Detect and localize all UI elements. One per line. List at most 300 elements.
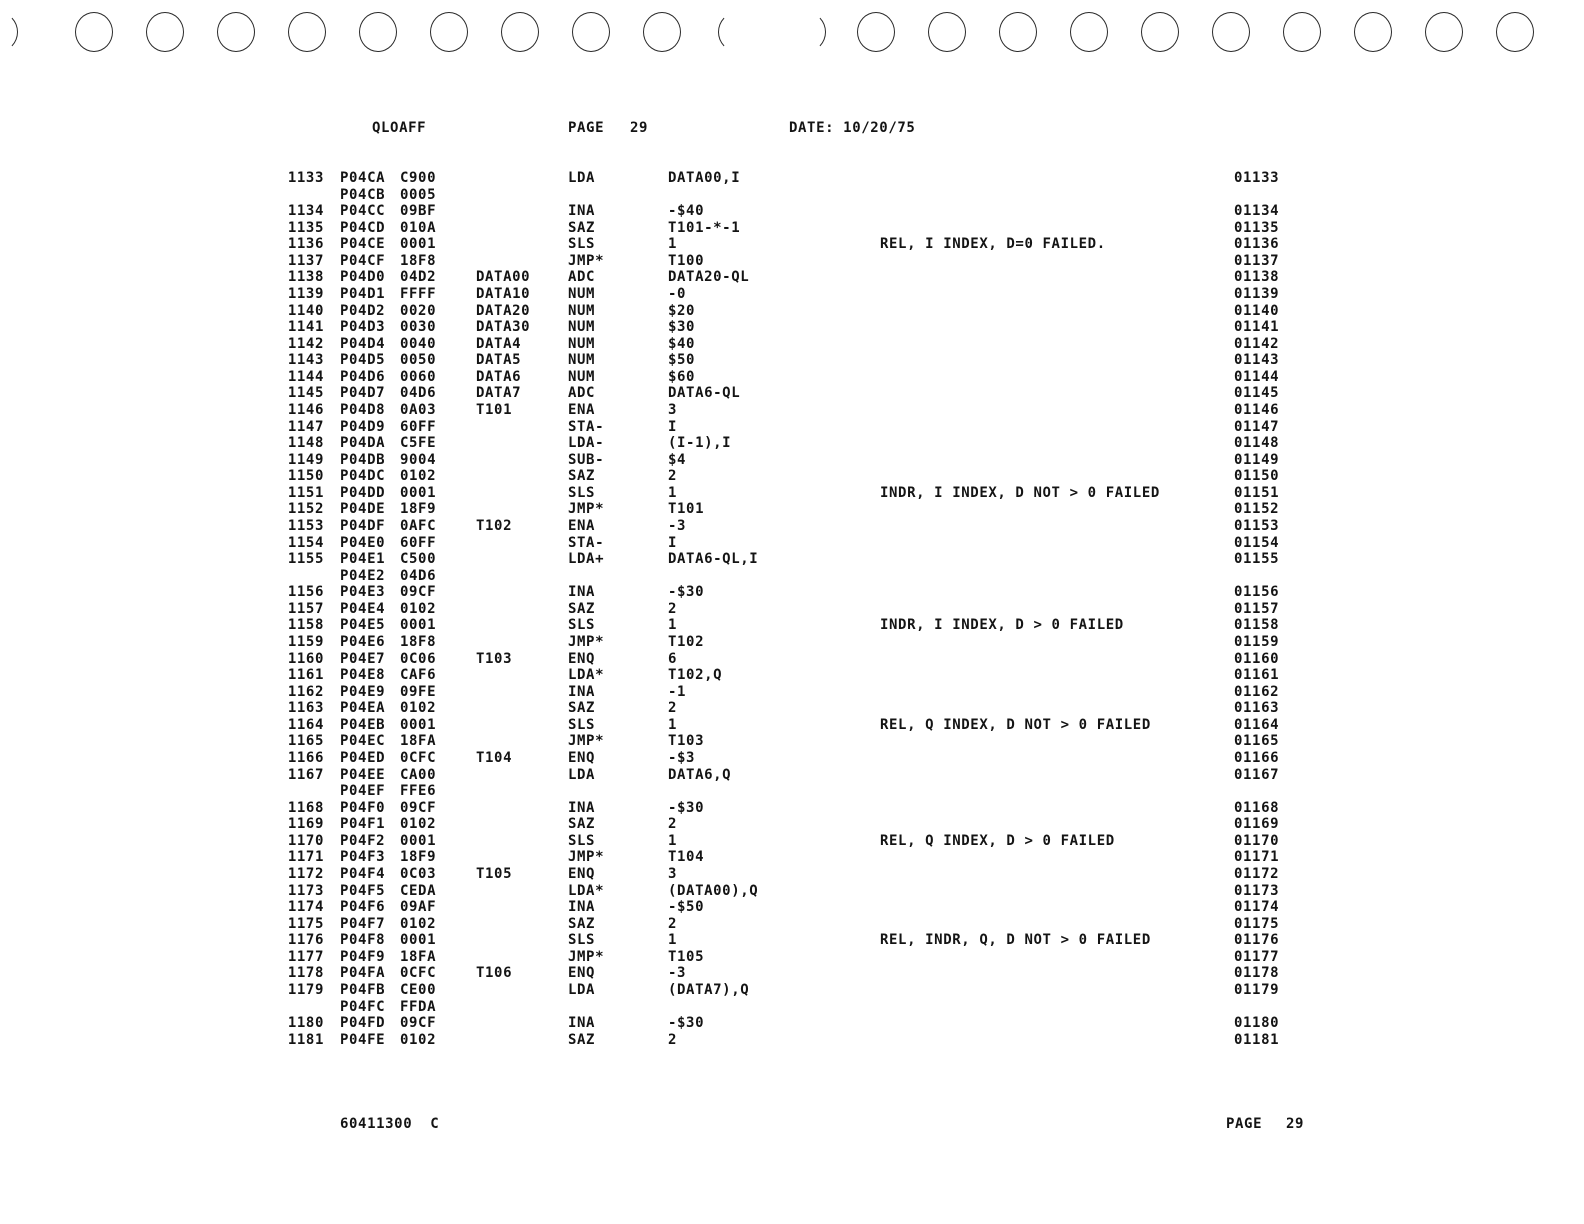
line-number: 1133 (287, 170, 324, 186)
line-number: 1161 (287, 667, 324, 684)
listing-row (0, 336, 1584, 353)
address: P04F5 (340, 882, 386, 899)
operand: -$3 (668, 749, 696, 766)
opcode: INA (568, 799, 596, 816)
sequence-number: 01157 (1234, 600, 1280, 617)
sequence-number: 01172 (1234, 865, 1280, 882)
object-code: 09BF (400, 203, 437, 220)
opcode: NUM (568, 302, 596, 319)
feed-hole (1070, 12, 1108, 52)
feed-hole (788, 12, 826, 52)
listing-row (0, 667, 1584, 684)
address: P04FC (340, 998, 386, 1015)
sequence-number: 01146 (1234, 401, 1280, 418)
listing-row (0, 899, 1584, 916)
line-number: 1154 (287, 534, 324, 551)
line-number: 1179 (287, 981, 324, 998)
opcode: NUM (568, 352, 596, 369)
line-number: 1139 (287, 285, 324, 302)
object-code: 09AF (400, 899, 437, 916)
operand: T102,Q (668, 667, 723, 684)
address: P04E6 (340, 633, 386, 650)
object-code: 0020 (400, 302, 437, 319)
line-number: 1167 (287, 766, 324, 783)
line-number: 1158 (287, 617, 324, 634)
object-code: 09CF (400, 584, 437, 601)
sequence-number: 01142 (1234, 335, 1280, 352)
opcode: SAZ (568, 700, 596, 717)
sequence-number: 01151 (1234, 484, 1280, 501)
listing-row (0, 385, 1584, 402)
address: P04DA (340, 435, 386, 452)
listing-row (0, 800, 1584, 817)
address: P04E7 (340, 650, 386, 667)
listing-row (0, 236, 1584, 253)
address: P04EE (340, 766, 386, 783)
line-number: 1145 (287, 385, 324, 402)
object-code: 0001 (400, 832, 437, 849)
line-number: 1181 (287, 1031, 324, 1048)
operand: (DATA7),Q (668, 981, 750, 998)
operand: T100 (668, 252, 705, 269)
sequence-number: 01162 (1234, 683, 1280, 700)
sequence-number: 01143 (1234, 352, 1280, 369)
listing-row (0, 269, 1584, 286)
label-field: DATA4 (476, 335, 522, 352)
line-number: 1135 (287, 219, 324, 236)
feed-hole (0, 12, 18, 52)
line-number: 1156 (287, 584, 324, 601)
operand: 3 (668, 865, 678, 882)
feed-hole (1354, 12, 1392, 52)
address: P04EF (340, 783, 386, 800)
line-number: 1176 (287, 932, 324, 949)
operand: $60 (668, 368, 696, 385)
object-code: 04D6 (400, 385, 437, 402)
sequence-number: 01155 (1234, 551, 1280, 568)
sequence-number: 01179 (1234, 981, 1280, 998)
operand: DATA20-QL (668, 269, 750, 286)
listing-row (0, 501, 1584, 518)
opcode: ENQ (568, 865, 596, 882)
listing-row (0, 568, 1584, 585)
sequence-number: 01161 (1234, 667, 1280, 684)
footer-page-label: PAGE (1226, 1116, 1263, 1132)
object-code: 0030 (400, 319, 437, 336)
opcode: INA (568, 584, 596, 601)
label-field: T105 (476, 865, 513, 882)
sequence-number: 01140 (1234, 302, 1280, 319)
address: P04E9 (340, 683, 386, 700)
object-code: 0040 (400, 335, 437, 352)
line-number: 1150 (287, 468, 324, 485)
comment: REL, Q INDEX, D > 0 FAILED (880, 832, 1115, 849)
operand: T101 (668, 501, 705, 518)
object-code: 18F9 (400, 501, 437, 518)
address: P04D3 (340, 319, 386, 336)
address: P04D8 (340, 401, 386, 418)
opcode: ADC (568, 269, 596, 286)
sequence-number: 01137 (1234, 252, 1280, 269)
sequence-number: 01135 (1234, 219, 1280, 236)
opcode: LDA* (568, 667, 605, 684)
operand: DATA6-QL,I (668, 551, 759, 568)
operand: $4 (668, 451, 687, 468)
listing-row (0, 286, 1584, 303)
operand: T104 (668, 849, 705, 866)
operand: -$40 (668, 203, 705, 220)
address: P04FD (340, 1015, 386, 1032)
listing-row (0, 783, 1584, 800)
listing-row (0, 468, 1584, 485)
label-field: DATA5 (476, 352, 522, 369)
object-code: C5FE (400, 435, 437, 452)
opcode: SAZ (568, 600, 596, 617)
opcode: LDA+ (568, 551, 605, 568)
sequence-number: 01160 (1234, 650, 1280, 667)
object-code: CE00 (400, 981, 437, 998)
object-code: C500 (400, 551, 437, 568)
object-code: 60FF (400, 418, 437, 435)
listing-row (0, 535, 1584, 552)
feed-hole (217, 12, 255, 52)
listing-row (0, 883, 1584, 900)
line-number: 1152 (287, 501, 324, 518)
sequence-number: 01141 (1234, 319, 1280, 336)
sequence-number: 01153 (1234, 517, 1280, 534)
line-number: 1159 (287, 633, 324, 650)
object-code: 0CFC (400, 965, 437, 982)
line-number: 1137 (287, 252, 324, 269)
object-code: 0001 (400, 716, 437, 733)
listing-row (0, 617, 1584, 634)
sequence-number: 01180 (1234, 1015, 1280, 1032)
address: P04D1 (340, 285, 386, 302)
listing-row (0, 1032, 1584, 1049)
sequence-number: 01164 (1234, 716, 1280, 733)
line-number: 1170 (287, 832, 324, 849)
operand: (I-1),I (668, 435, 732, 452)
line-number: 1165 (287, 733, 324, 750)
line-number: 1166 (287, 749, 324, 766)
operand: 2 (668, 700, 678, 717)
listing-row (0, 435, 1584, 452)
feed-hole (718, 12, 756, 52)
listing-row (0, 999, 1584, 1016)
sequence-number: 01138 (1234, 269, 1280, 286)
opcode: JMP* (568, 501, 605, 518)
sequence-number: 01165 (1234, 733, 1280, 750)
object-code: 18FA (400, 733, 437, 750)
listing-row (0, 849, 1584, 866)
operand: T105 (668, 948, 705, 965)
listing-row (0, 518, 1584, 535)
label-field: T106 (476, 965, 513, 982)
sequence-number: 01167 (1234, 766, 1280, 783)
object-code: 18FA (400, 948, 437, 965)
sequence-number: 01158 (1234, 617, 1280, 634)
comment: REL, INDR, Q, D NOT > 0 FAILED (880, 932, 1151, 949)
opcode: SLS (568, 236, 596, 253)
opcode: ADC (568, 385, 596, 402)
comment: INDR, I INDEX, D > 0 FAILED (880, 617, 1124, 634)
listing-row (0, 220, 1584, 237)
sequence-number: 01139 (1234, 285, 1280, 302)
operand: 1 (668, 617, 678, 634)
feed-hole (359, 12, 397, 52)
sequence-number: 01178 (1234, 965, 1280, 982)
header-page-number: 29 (630, 120, 649, 136)
opcode: NUM (568, 319, 596, 336)
opcode: SLS (568, 716, 596, 733)
listing-row (0, 982, 1584, 999)
line-number: 1160 (287, 650, 324, 667)
operand: 2 (668, 915, 678, 932)
feed-hole (75, 12, 113, 52)
listing-row (0, 584, 1584, 601)
address: P04F4 (340, 865, 386, 882)
operand: $40 (668, 335, 696, 352)
object-code: FFE6 (400, 783, 437, 800)
line-number: 1144 (287, 368, 324, 385)
operand: 1 (668, 832, 678, 849)
object-code: 18F9 (400, 849, 437, 866)
label-field: DATA20 (476, 302, 531, 319)
address: P04E4 (340, 600, 386, 617)
listing-row (0, 253, 1584, 270)
line-number: 1153 (287, 517, 324, 534)
operand: T101-*-1 (668, 219, 741, 236)
line-number: 1168 (287, 799, 324, 816)
operand: $20 (668, 302, 696, 319)
sequence-number: 01169 (1234, 816, 1280, 833)
operand: -$50 (668, 899, 705, 916)
opcode: LDA- (568, 435, 605, 452)
listing-row (0, 369, 1584, 386)
object-code: CEDA (400, 882, 437, 899)
address: P04D4 (340, 335, 386, 352)
object-code: 0102 (400, 1031, 437, 1048)
listing-row (0, 352, 1584, 369)
listing-row (0, 634, 1584, 651)
operand: T103 (668, 733, 705, 750)
object-code: 010A (400, 219, 437, 236)
listing-row (0, 319, 1584, 336)
object-code: CA00 (400, 766, 437, 783)
opcode: SUB- (568, 451, 605, 468)
listing-row (0, 816, 1584, 833)
opcode: INA (568, 1015, 596, 1032)
sequence-number: 01136 (1234, 236, 1280, 253)
operand: DATA6,Q (668, 766, 732, 783)
listing-row (0, 916, 1584, 933)
address: P04E1 (340, 551, 386, 568)
operand: -0 (668, 285, 687, 302)
feed-hole (1141, 12, 1179, 52)
object-code: 0102 (400, 700, 437, 717)
sequence-number: 01145 (1234, 385, 1280, 402)
address: P04F3 (340, 849, 386, 866)
sequence-number: 01181 (1234, 1031, 1280, 1048)
opcode: ENQ (568, 965, 596, 982)
opcode: ENQ (568, 650, 596, 667)
listing-row (0, 419, 1584, 436)
sequence-number: 01149 (1234, 451, 1280, 468)
line-number: 1147 (287, 418, 324, 435)
address: P04F0 (340, 799, 386, 816)
object-code: C900 (400, 170, 437, 186)
address: P04ED (340, 749, 386, 766)
feed-hole (857, 12, 895, 52)
feed-hole (643, 12, 681, 52)
address: P04DB (340, 451, 386, 468)
opcode: ENA (568, 401, 596, 418)
object-code: 0005 (400, 186, 437, 203)
address: P04EC (340, 733, 386, 750)
address: P04F1 (340, 816, 386, 833)
sequence-number: 01168 (1234, 799, 1280, 816)
document-number: 60411300 C (340, 1116, 440, 1132)
object-code: 09CF (400, 799, 437, 816)
label-field: T101 (476, 401, 513, 418)
comment: INDR, I INDEX, D NOT > 0 FAILED (880, 484, 1160, 501)
footer-page-number: 29 (1286, 1116, 1305, 1132)
listing-row (0, 452, 1584, 469)
operand: 2 (668, 1031, 678, 1048)
opcode: LDA (568, 766, 596, 783)
feed-hole (288, 12, 326, 52)
object-code: 18F8 (400, 252, 437, 269)
line-number: 1143 (287, 352, 324, 369)
sequence-number: 01154 (1234, 534, 1280, 551)
address: P04D9 (340, 418, 386, 435)
opcode: SLS (568, 832, 596, 849)
operand: 1 (668, 236, 678, 253)
operand: (DATA00),Q (668, 882, 759, 899)
feed-hole (146, 12, 184, 52)
line-number: 1146 (287, 401, 324, 418)
opcode: INA (568, 899, 596, 916)
address: P04CF (340, 252, 386, 269)
label-field: DATA7 (476, 385, 522, 402)
feed-hole (501, 12, 539, 52)
listing-row (0, 833, 1584, 850)
line-number: 1178 (287, 965, 324, 982)
opcode: JMP* (568, 948, 605, 965)
opcode: SAZ (568, 915, 596, 932)
opcode: SAZ (568, 219, 596, 236)
line-number: 1171 (287, 849, 324, 866)
line-number: 1162 (287, 683, 324, 700)
operand: DATA00,I (668, 170, 741, 186)
listing-row (0, 485, 1584, 502)
operand: -$30 (668, 799, 705, 816)
line-number: 1175 (287, 915, 324, 932)
listing-row (0, 551, 1584, 568)
operand: 6 (668, 650, 678, 667)
sequence-number: 01166 (1234, 749, 1280, 766)
object-code: 0102 (400, 600, 437, 617)
sequence-number: 01177 (1234, 948, 1280, 965)
listing-row (0, 170, 1584, 187)
opcode: ENQ (568, 749, 596, 766)
object-code: 0A03 (400, 401, 437, 418)
sequence-number: 01159 (1234, 633, 1280, 650)
listing-row (0, 1015, 1584, 1032)
listing-row (0, 767, 1584, 784)
operand: 2 (668, 816, 678, 833)
label-field: DATA30 (476, 319, 531, 336)
listing-row (0, 932, 1584, 949)
feed-hole (1496, 12, 1534, 52)
line-number: 1138 (287, 269, 324, 286)
object-code: 0001 (400, 236, 437, 253)
sequence-number: 01148 (1234, 435, 1280, 452)
operand: -$30 (668, 1015, 705, 1032)
feed-hole (928, 12, 966, 52)
address: P04F2 (340, 832, 386, 849)
sequence-number: 01174 (1234, 899, 1280, 916)
operand: -3 (668, 965, 687, 982)
listing-row (0, 866, 1584, 883)
address: P04CC (340, 203, 386, 220)
operand: I (668, 534, 678, 551)
object-code: 9004 (400, 451, 437, 468)
operand: DATA6-QL (668, 385, 741, 402)
address: P04F7 (340, 915, 386, 932)
feed-hole (572, 12, 610, 52)
feed-hole (1425, 12, 1463, 52)
object-code: 0AFC (400, 517, 437, 534)
line-number: 1148 (287, 435, 324, 452)
object-code: 0001 (400, 484, 437, 501)
address: P04EB (340, 716, 386, 733)
listing-row (0, 717, 1584, 734)
address: P04DD (340, 484, 386, 501)
opcode: JMP* (568, 252, 605, 269)
line-number: 1140 (287, 302, 324, 319)
label-field: T102 (476, 517, 513, 534)
line-number: 1134 (287, 203, 324, 220)
operand: -$30 (668, 584, 705, 601)
feed-hole (999, 12, 1037, 52)
address: P04D0 (340, 269, 386, 286)
opcode: LDA* (568, 882, 605, 899)
object-code: 18F8 (400, 633, 437, 650)
object-code: CAF6 (400, 667, 437, 684)
line-number: 1180 (287, 1015, 324, 1032)
address: P04F8 (340, 932, 386, 949)
opcode: SAZ (568, 468, 596, 485)
address: P04FE (340, 1031, 386, 1048)
line-number: 1174 (287, 899, 324, 916)
line-number: 1172 (287, 865, 324, 882)
object-code: FFFF (400, 285, 437, 302)
operand: $50 (668, 352, 696, 369)
object-code: 0001 (400, 617, 437, 634)
address: P04E8 (340, 667, 386, 684)
address: P04F9 (340, 948, 386, 965)
opcode: SLS (568, 932, 596, 949)
feed-hole (1283, 12, 1321, 52)
line-number: 1164 (287, 716, 324, 733)
label-field: DATA00 (476, 269, 531, 286)
object-code: 0102 (400, 816, 437, 833)
operand: 1 (668, 716, 678, 733)
line-number: 1141 (287, 319, 324, 336)
operand: $30 (668, 319, 696, 336)
listing-row (0, 303, 1584, 320)
